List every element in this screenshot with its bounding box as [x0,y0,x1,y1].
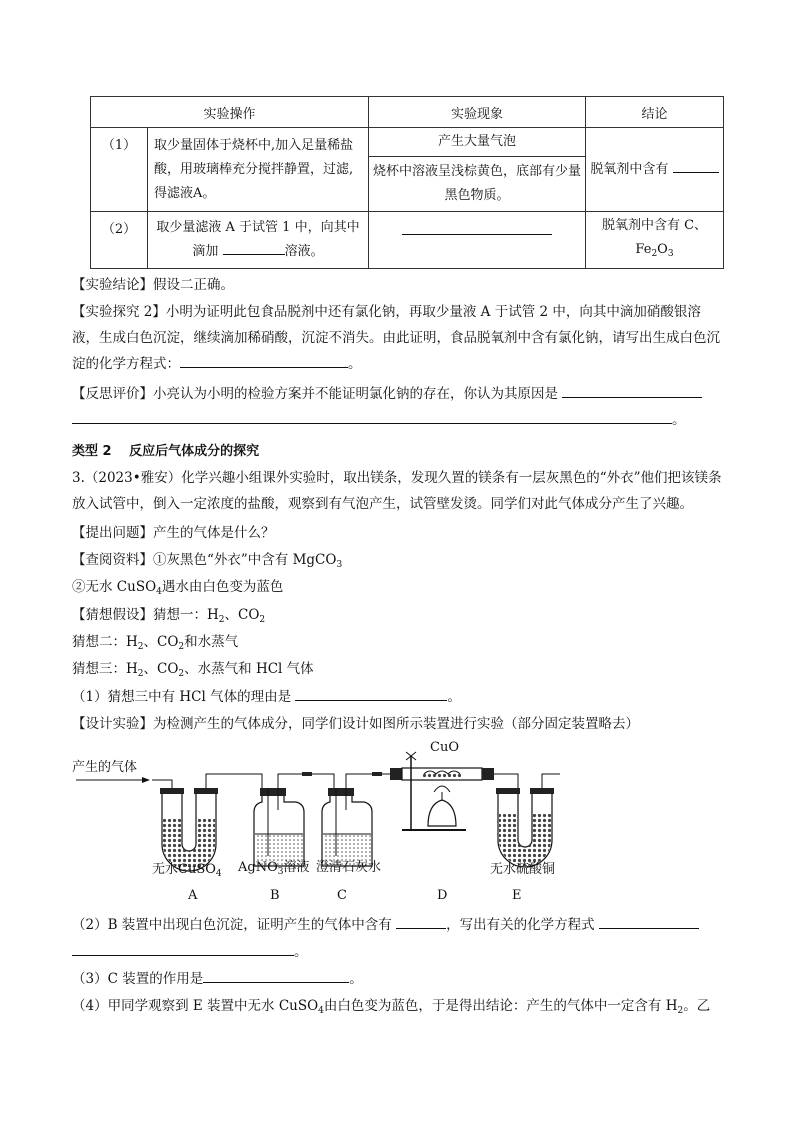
cuo-label: CuO [430,740,459,755]
answer-blank[interactable] [562,383,702,398]
answer-blank[interactable] [180,353,348,368]
row-number: （1） [91,128,148,212]
experiment-explore-2: 【实验探究 2】小明为证明此包食品脱剂中还有氯化钠，再取少量液 A 于试管 2 中，向其中滴加硝酸银溶液，生成白色沉淀，继续滴加稀硝酸，沉淀不消失。由此证明，食品脱氧剂中含有氯化钠，请写出生成白色沉淀的化学方程式： 。 [72,304,720,372]
label-b: AgNO$_3$溶液 [238,860,310,877]
answer-blank[interactable] [402,220,552,235]
answer-blank[interactable] [396,914,446,929]
gas-label: 产生的气体 [72,760,138,775]
row-operation [148,128,369,212]
letter-e: E [512,888,522,903]
question-3-4-text: （4）甲同学观察到 E 装置中无水 CuSO [72,998,319,1014]
row-phenomenon [369,212,586,269]
experiment-table [90,96,724,269]
row-phenomenon-1: 产生大量气泡 [369,128,586,157]
table-row [91,128,724,157]
label-c: 澄清石灰水 [316,860,382,875]
reflection-text: 【反思评价】小亮认为小明的检验方案并不能证明氯化钠的存在，你认为其原因是 [72,386,558,402]
reference-2-tail: 遇水由白色变为蓝色 [161,579,284,595]
question-3-2 [72,913,724,933]
reference-1: 【查阅资料】①灰黑色“外衣”中含有 MgCO$_3$ [72,552,343,570]
u-tube-e [496,774,560,867]
hypothesis-3: 猜想三：$H_2$、$CO_2$、水蒸气和 HCl 气体 [72,661,314,679]
hypothesis-1-text: 【猜想假设】猜想一：H [72,607,219,623]
reference-1-text: 【查阅资料】①灰黑色“外衣”中含有 MgCO [72,552,337,568]
header-phenomenon: 实验现象 [369,97,586,128]
row-conclusion: 脱氧剂中含有 C、$Fe_2O_3$ [586,212,724,269]
label-a: 无水CuSO$_4$ [152,862,222,879]
hypothesis-1-tail: 、CO [224,607,260,623]
letter-d: D [437,888,448,903]
row-operation-tail: 溶液。 [284,244,324,259]
letter-c: C [337,888,347,903]
letter-b: B [270,888,280,903]
hypothesis-2-tail: 和水蒸气 [184,634,239,650]
answer-blank[interactable] [203,968,349,983]
section-heading: 类型 2 反应后气体成分的探究 [72,444,260,459]
table-header-row [91,97,724,128]
reference-2-text: ②无水 CuSO [72,579,157,595]
hypothesis-2: 猜想二：$H_2$、$CO_2$和水蒸气 [72,634,239,652]
letter-a: A [188,888,198,903]
question-3-intro: 3.（2023•雅安）化学兴趣小组课外实验时，取出镁条，发现久置的镁条有一层灰黑色的“外衣”他们把该镁条放入试管中，倒入一定浓度的盐酸，观察到有气泡产生，试管壁发烫。同学们对此气体成分产生了兴趣。 [72,470,722,512]
label-b-text: AgNO [238,860,278,875]
answer-blank[interactable] [599,914,699,929]
row-operation-text: 取少量滤液 A 于试管 1 中，向其中滴加 [156,220,360,259]
conclusion-text: 脱氧剂中含有 [590,161,669,177]
question-3-1: （1）猜想三中有 HCl 气体的理由是 。 [72,685,724,705]
answer-blank[interactable] [295,686,447,701]
reference-2: ②无水 CuSO$_4$遇水由白色变为蓝色 [72,579,284,597]
answer-blank[interactable] [673,158,719,173]
question-text: 【提出问题】产生的气体是什么？ [72,525,275,541]
hypothesis-3-tail: 、水蒸气和 HCl 气体 [184,661,314,677]
answer-blank[interactable] [72,409,672,424]
hypothesis-3-text: 猜想三：H [72,661,138,677]
design-experiment: 【设计实验】为检测产生的气体成分，同学们设计如图所示装置进行实验（部分固定装置略去） [72,716,639,732]
answer-blank[interactable] [72,941,294,956]
question-3-1-text: （1）猜想三中有 HCl 气体的理由是 [72,689,292,705]
reflection: 【反思评价】小亮认为小明的检验方案并不能证明氯化钠的存在，你认为其原因是 。 [72,381,724,433]
arrow-head-icon [142,777,150,783]
question-3-4-mid: 由白色变为蓝色，于是得出结论：产生的气体中一定含有 H [323,998,678,1014]
hypothesis-1: 【猜想假设】猜想一：$H_2$、$CO_2$ [72,607,266,625]
question-3-2-text: （2）B 装置中出现白色沉淀，证明产生的气体中含有 [72,917,392,933]
answer-blank[interactable] [223,240,285,255]
experiment-conclusion: 【实验结论】假设二正确。 [72,277,234,293]
row-phenomenon-2: 烧杯中溶液呈浅棕黄色，底部有少量黑色物质。 [369,157,586,212]
table-row [91,212,724,269]
label-e: 无水硫酸铜 [490,862,556,877]
question-3-2-cont: 。 [72,940,724,960]
label-b-tail: 溶液 [283,860,310,875]
row-conclusion [586,128,724,212]
question-3-2-tail: ，写出有关的化学方程式 [446,917,595,933]
header-operation: 实验操作 [91,97,369,128]
wash-bottle-c [322,772,390,866]
explore-2-text: 【实验探究 2】小明为证明此包食品脱剂中还有氯化钠，再取少量液 A 于试管 2 中，向其中滴加硝酸银溶液，生成白色沉淀，继续滴加稀硝酸，沉淀不消失。由此证明，食品脱氧剂中含有氯化钠，请写出生成白色沉淀的化学方程式： [72,304,720,372]
conclusion-text: 脱氧剂中含有 C、Fe [601,218,708,257]
header-conclusion: 结论 [586,97,724,128]
row-number: （2） [91,212,148,269]
apparatus-diagram [72,738,592,908]
label-a-text: 无水CuSO [152,862,216,877]
row-operation-text: 取少量固体于烧杯中,加入足量稀盐酸，用玻璃棒充分搅拌静置，过滤,得滤液A。 [154,137,354,201]
question-3-3: （3）C 装置的作用是 。 [72,967,724,987]
hypothesis-2-text: 猜想二：H [72,634,138,650]
question-3-4: （4）甲同学观察到 E 装置中无水 CuSO$_4$由白色变为蓝色，于是得出结论：产生的气体中一定含有 $H_2$。乙 [72,998,711,1016]
row-operation [148,212,369,269]
question-3-4-tail: 。乙 [683,998,711,1014]
question-3-3-text: （3）C 装置的作用是 [72,971,204,987]
